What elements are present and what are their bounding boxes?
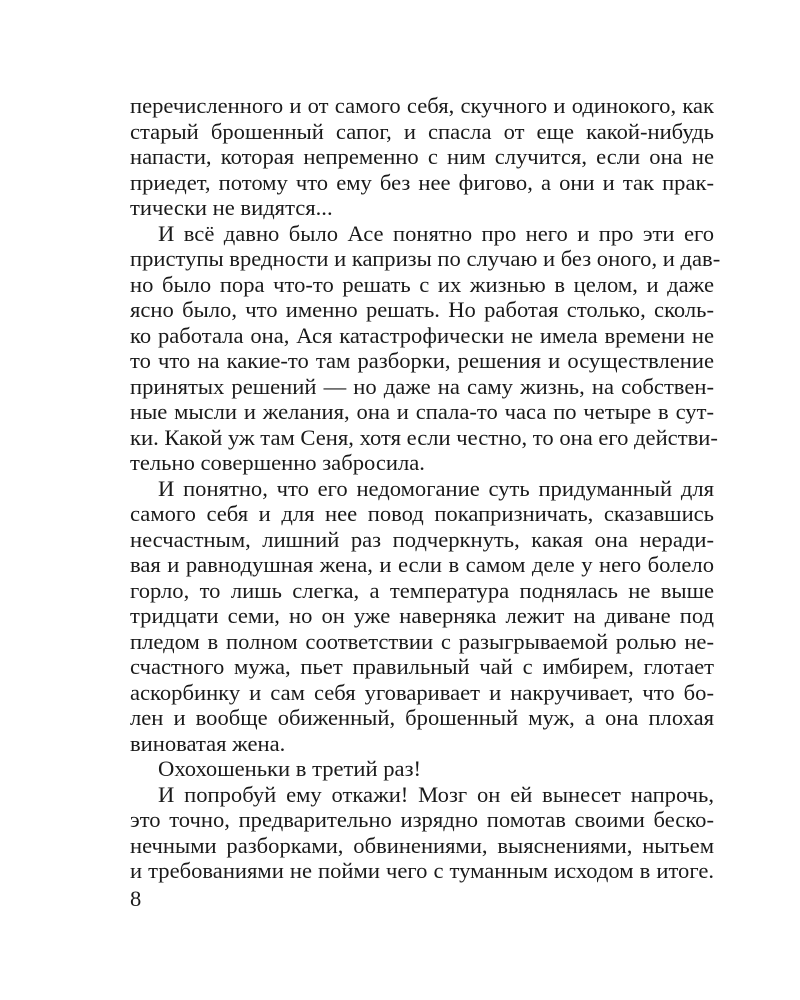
paragraph-first-line: И всё давно было Асе понятно про него и про эти его	[158, 220, 714, 246]
paragraph-first-line: И понятно, что его недомогание суть придуманный для	[158, 475, 714, 501]
text-line: ясно было, что именно решать. Но работая столько, сколь-	[130, 297, 714, 322]
text-line: виноватая жена.	[130, 730, 286, 756]
text-line: напасти, которая непременно с ним случится, если она не	[130, 144, 714, 169]
body-text	[130, 93, 721, 884]
text-line: приедет, потому что ему без нее фигово, а они и так прак-	[130, 169, 714, 195]
text-line: приступы вредности и капризы по случаю и без оного, и дав-	[130, 246, 721, 271]
text-line: тридцати семи, но он уже наверняка лежит на диване под	[130, 603, 714, 628]
text-line: нечными разборками, обвинениями, выяснениями, нытьем	[130, 832, 714, 858]
text-line: счастного мужа, пьет правильный чай с имбирем, глотает	[130, 654, 714, 679]
text-line: но было пора что-то решать с их жизнью в целом, и даже	[130, 271, 714, 297]
text-line: тически не видятся...	[130, 195, 333, 220]
paragraph-first-line: Охохошеньки в третий раз!	[158, 756, 422, 781]
text-line: это точно, предварительно изрядно помотав своими беско-	[130, 807, 714, 832]
text-line: самого себя и для нее повод покапризничать, сказавшись	[130, 501, 714, 526]
text-line: старый брошенный сапог, и спасла от еще какой-нибудь	[130, 118, 714, 144]
text-line: ки. Какой уж там Сеня, хотя если честно, то она его действи-	[130, 424, 718, 450]
text-line: тельно совершенно забросила.	[130, 450, 425, 475]
text-line: ко работала она, Ася катастрофически не имела времени не	[130, 322, 714, 348]
text-line: лен и вообще обиженный, брошенный муж, а она плохая	[130, 705, 714, 730]
text-line: перечисленного и от самого себя, скучного и одинокого, как	[130, 93, 714, 118]
text-line: принятых решений — но даже на саму жизнь, на собствен-	[130, 373, 714, 399]
text-line: вая и равнодушная жена, и если в самом деле у него болело	[130, 552, 714, 577]
text-line: несчастным, лишний раз подчеркнуть, какая она неради-	[130, 526, 714, 552]
text-line: и требованиями не пойми чего с туманным исходом в итоге.	[130, 858, 714, 883]
paragraph-first-line: И попробуй ему откажи! Мозг он ей вынесет напрочь,	[158, 781, 714, 807]
page-number: 8	[130, 886, 142, 911]
text-line: аскорбинку и сам себя уговаривает и накручивает, что бо-	[130, 679, 714, 705]
text-line: ные мысли и желания, она и спала-то часа по четыре в сут-	[130, 399, 714, 424]
text-line: то что на какие-то там разборки, решения и осуществление	[130, 348, 714, 373]
text-line: пледом в полном соответствии с разыгрываемой ролью не-	[130, 628, 714, 654]
text-line: горло, то лишь слегка, а температура поднялась не выше	[130, 577, 714, 603]
